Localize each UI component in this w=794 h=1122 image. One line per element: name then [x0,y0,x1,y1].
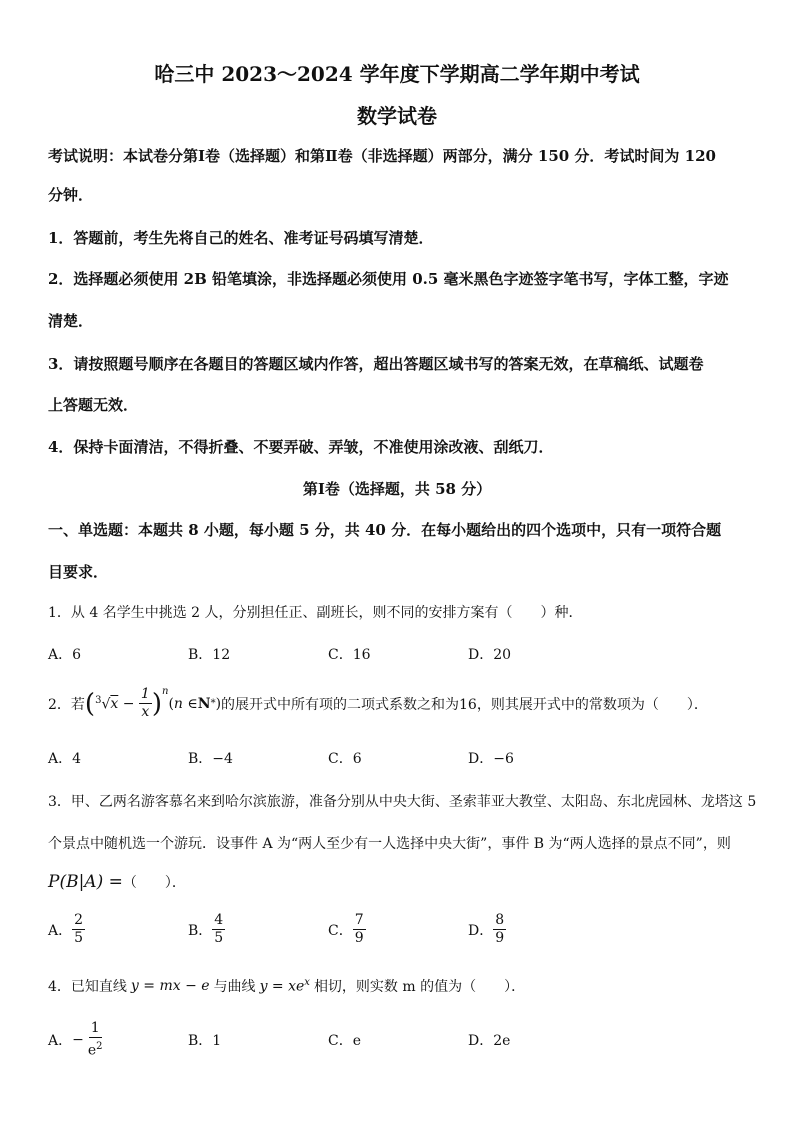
question-4-option-d: D．2e [468,1033,511,1049]
question-2-prefix: 2．若 [48,696,85,713]
question-4-option-a: A． − $\frac{1}{e^2}$ [48,1020,103,1059]
instruction-item-3-line2: 上答题无效． [48,396,139,414]
question-4-stem [48,976,748,996]
option-label: D． [468,922,494,939]
question-2-option-c: C．6 [328,751,362,767]
option-label: C． [328,922,353,939]
exam-title: 哈三中 2023～2024 学年度下学期高二学年期中考试 [154,62,640,86]
fraction: $\frac{2}{5}$ [74,912,84,946]
fraction: $\frac{7}{9}$ [354,912,364,946]
fraction: $\frac{8}{9}$ [495,912,505,946]
question-3-line3 [48,872,748,892]
question-3-probability-expression: P(B|A) = [48,872,123,892]
question-2-binomial-expression: ( $^3$√ x − $\frac{1}{x}$ ) $^n$ ( n ∈ N * ) [84,686,222,720]
question-1-option-b: B．12 [188,647,231,663]
question-2-stem [48,686,748,721]
question-1-option-d: D．20 [468,647,512,663]
instruction-item-2-line1: 2．选择题必须使用 2B 铅笔填涂，非选择题必须使用 0.5 毫米黑色字迹签字笔书写，字体工整，字迹 [48,270,729,288]
part-heading-line2: 目要求． [48,563,109,581]
section-title: 第Ⅰ卷（选择题，共 58 分） [302,480,492,498]
question-4-option-c: C．e [328,1033,361,1049]
question-4-middle: 与曲线 [213,979,256,995]
question-1-stem: 1．从 4 名学生中挑选 2 人，分别担任正、副班长，则不同的安排方案有（ ）种． [48,605,583,621]
instructions-intro-line1: 考试说明：本试卷分第Ⅰ卷（选择题）和第Ⅱ卷（非选择题）两部分，满分 150 分．考试时间为 120 [48,147,716,165]
question-4-suffix: 相切，则实数 m 的值为（ ）． [313,979,526,995]
question-1-option-a: A．6 [48,647,82,663]
part-heading-line1: 一、单选题：本题共 8 小题，每小题 5 分，共 40 分．在每小题给出的四个选项中，只有一项符合题 [48,521,722,539]
question-2-suffix: 的展开式中所有项的二项式系数之和为16，则其展开式中的常数项为（ ）． [221,696,708,713]
question-4-line-equation: y = mx − e [130,978,210,994]
question-4-option-b: B．1 [188,1033,222,1049]
question-2-option-d: D．−6 [468,751,514,767]
question-3-option-d [468,912,506,947]
instruction-item-1: 1．答题前，考生先将自己的姓名、准考证号码填写清楚． [48,229,434,247]
question-3-line3-suffix: （ ）． [122,875,186,891]
question-4-curve-equation: $y = xe^x$ [259,977,310,995]
question-2-option-a: A．4 [48,751,82,767]
instruction-item-4: 4．保持卡面清洁，不得折叠、不要弄破、弄皱，不准使用涂改液、刮纸刀． [48,438,554,456]
exam-subtitle: 数学试卷 [357,104,437,128]
instructions-intro-line2: 分钟． [48,186,94,204]
option-label: A． [48,922,73,939]
option-label: A． [48,1032,73,1049]
question-3-line1: 3．甲、乙两名游客慕名来到哈尔滨旅游，准备分别从中央大街、圣索菲亚大教堂、太阳岛、东北虎园林、龙塔这 5 [48,794,757,810]
question-3-line2: 个景点中随机选一个游玩．设事件 A 为“两人至少有一人选择中央大街”，事件 B 为“两人选择的景点不同”，则 [48,836,731,852]
option-label: B． [188,922,213,939]
question-3-option-a [48,912,85,947]
fraction: $\frac{1}{e^2}$ [87,1020,103,1059]
question-4-prefix: 4．已知直线 [48,979,127,995]
question-3-option-b [188,912,225,947]
fraction: $\frac{4}{5}$ [214,912,224,946]
instruction-item-2-line2: 清楚． [48,312,94,330]
instruction-item-3-line1: 3．请按照题号顺序在各题目的答题区域内作答，超出答题区域书写的答案无效，在草稿纸、试题卷 [48,355,704,373]
question-3-option-c [328,912,366,947]
question-2-option-b: B．−4 [188,751,233,767]
question-1-option-c: C．16 [328,647,371,663]
